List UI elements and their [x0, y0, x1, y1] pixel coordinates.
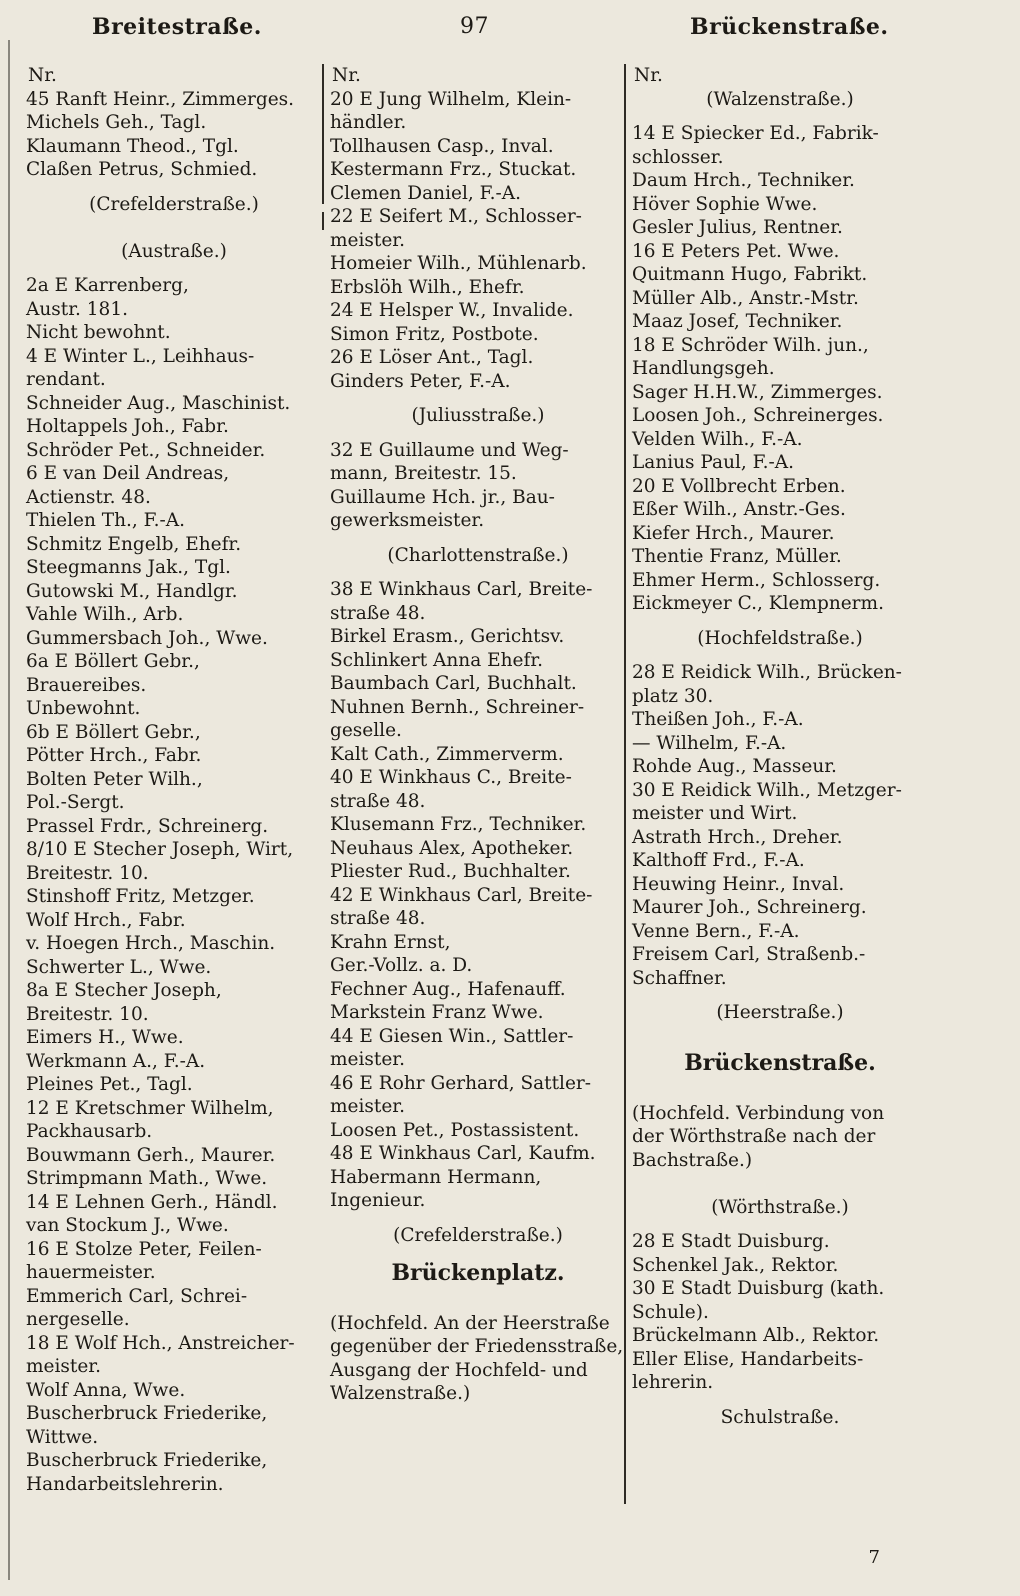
entry-line: 16 E Stolze Peter, Feilen- — [26, 1238, 262, 1260]
entry-line: Freisem Carl, Straßenb.- — [632, 944, 866, 965]
spacer — [632, 1172, 928, 1196]
entry-line: Kestermann Frz., Stuckat. — [330, 159, 577, 180]
entry-line: Markstein Franz Wwe. — [330, 1002, 544, 1023]
entry-line: 2a E Karrenberg, — [26, 275, 189, 296]
entry-line: Kalthoff Frd., F.-A. — [632, 850, 805, 871]
entry-line: Baumbach Carl, Buchhalt. — [330, 673, 577, 694]
entry-line: Erbslöh Wilh., Ehefr. — [330, 276, 525, 298]
entry-line: meister und Wirt. — [632, 803, 798, 824]
entry-line: Gesler Julius, Rentner. — [632, 217, 843, 238]
entry-line: Vahle Wilh., Arb. — [26, 604, 184, 625]
entry-line: Rohde Aug., Masseur. — [632, 756, 837, 777]
entry-line: Neuhaus Alex, Apotheker. — [330, 837, 574, 859]
column-rule — [322, 212, 324, 230]
entry-line: Wolf Anna, Wwe. — [26, 1379, 186, 1401]
entry-line: Loosen Pet., Postassistent. — [330, 1119, 580, 1141]
entry-line: 28 E Stadt Duisburg. — [632, 1231, 830, 1252]
entry-line: Daum Hrch., Techniker. — [632, 170, 855, 191]
entry-line: Bolten Peter Wilh., — [26, 768, 203, 790]
entry-line: Nuhnen Bernh., Schreiner- — [330, 696, 585, 718]
entry-line: Schneider Aug., Maschinist. — [26, 392, 291, 414]
entry-line: 30 E Stadt Duisburg (kath. — [632, 1278, 885, 1299]
entry-line: Nicht bewohnt. — [26, 322, 171, 343]
entry-line: Packhausarb. — [26, 1121, 153, 1142]
entry-line: hauermeister. — [26, 1262, 156, 1283]
entry-line: Kalt Cath., Zimmerverm. — [330, 743, 564, 765]
entry-line: platz 30. — [632, 685, 714, 707]
entry-line: Schlinkert Anna Ehefr. — [330, 649, 544, 671]
spacer — [330, 393, 626, 404]
street-heading: (Walzenstraße.) — [706, 88, 854, 110]
section-title: Brückenplatz. — [391, 1260, 565, 1286]
entry-line: (Hochfeld. Verbindung von — [632, 1102, 885, 1124]
entry-line: gegenüber der Friedensstraße, — [330, 1336, 624, 1357]
entry-line: Ger.-Vollz. a. D. — [330, 955, 473, 976]
entry-line: 45 Ranft Heinr., Zimmerges. — [26, 88, 295, 110]
spacer — [330, 1213, 626, 1224]
entry-line: 38 E Winkhaus Carl, Breite- — [330, 579, 593, 600]
page-edge-rule — [8, 40, 10, 1580]
entry-line: Maaz Josef, Techniker. — [632, 311, 843, 332]
running-head-right: Brückenstraße. — [690, 14, 889, 40]
entry-line: Thielen Th., F.-A. — [26, 510, 186, 531]
entry-line: Ausgang der Hochfeld- und — [330, 1359, 588, 1381]
entry-line: Clemen Daniel, F.-A. — [330, 182, 521, 204]
entry-line: 26 E Löser Ant., Tagl. — [330, 347, 534, 368]
entry-line: Homeier Wilh., Mühlenarb. — [330, 253, 587, 274]
entry-line: 6b E Böllert Gebr., — [26, 721, 201, 743]
entry-line: Fechner Aug., Hafenauff. — [330, 978, 566, 1000]
spacer — [330, 1247, 626, 1258]
entry-line: Buscherbruck Friederike, — [26, 1403, 268, 1424]
entry-line: — Wilhelm, F.-A. — [632, 732, 787, 754]
entry-line: Steegmanns Jak., Tgl. — [26, 557, 231, 578]
column-right — [632, 64, 928, 1429]
entry-line: 22 E Seifert M., Schlosser- — [330, 206, 582, 227]
entry-line: 20 E Jung Wilhelm, Klein- — [330, 88, 572, 110]
entry-line: 40 E Winkhaus C., Breite- — [330, 767, 572, 788]
folio-number: 7 — [868, 1547, 880, 1568]
entry-line: Kiefer Hrch., Maurer. — [632, 522, 835, 544]
entry-line: Lanius Paul, F.-A. — [632, 452, 795, 473]
entry-line: Austr. 181. — [26, 298, 128, 320]
entry-line: van Stockum J., Wwe. — [26, 1215, 229, 1236]
spacer — [632, 1078, 928, 1102]
entry-line: Eller Elise, Handarbeits- — [632, 1348, 864, 1370]
entry-line: meister. — [26, 1356, 101, 1377]
entry-line: Wolf Hrch., Fabr. — [26, 909, 186, 931]
spacer — [26, 182, 322, 193]
column-rule — [322, 64, 324, 204]
entry-line: 44 E Giesen Win., Sattler- — [330, 1025, 574, 1047]
entry-line: Loosen Joh., Schreinerges. — [632, 405, 884, 426]
entry-line: gewerksmeister. — [330, 510, 485, 531]
entry-line: 16 E Peters Pet. Wwe. — [632, 240, 840, 262]
entry-line: 46 E Rohr Gerhard, Sattler- — [330, 1072, 592, 1094]
entry-line: Klaumann Theod., Tgl. — [26, 135, 239, 157]
entry-line: meister. — [330, 229, 405, 251]
spacer — [330, 428, 626, 439]
entry-line: Holtappels Joh., Fabr. — [26, 416, 229, 437]
entry-line: Ehmer Herm., Schlosserg. — [632, 569, 881, 591]
entry-line: Eickmeyer C., Klempnerm. — [632, 593, 884, 614]
entry-line: Maurer Joh., Schreinerg. — [632, 897, 867, 918]
entry-line: Tollhausen Casp., Inval. — [330, 135, 554, 157]
entry-line: Eßer Wilh., Anstr.-Ges. — [632, 499, 846, 520]
entry-line: Pol.-Sergt. — [26, 792, 125, 813]
entry-line: Klusemann Frz., Techniker. — [330, 814, 587, 835]
entry-line: 48 E Winkhaus Carl, Kaufm. — [330, 1143, 596, 1164]
street-heading: (Heerstraße.) — [716, 1002, 844, 1023]
entry-line: 6a E Böllert Gebr., — [26, 651, 200, 672]
spacer — [26, 216, 322, 240]
entry-line: Schmitz Engelb, Ehefr. — [26, 533, 242, 555]
entry-line: 20 E Vollbrecht Erben. — [632, 475, 846, 497]
entry-line: lehrerin. — [632, 1372, 714, 1393]
entry-line: Ginders Peter, F.-A. — [330, 370, 511, 392]
entry-line: Prassel Frdr., Schreinerg. — [26, 815, 269, 837]
spacer — [632, 1025, 928, 1049]
entry-line: Nr. — [634, 65, 663, 86]
entry-line: Wittwe. — [26, 1426, 99, 1448]
entry-line: rendant. — [26, 369, 106, 390]
entry-line: Pliester Rud., Buchhalter. — [330, 861, 571, 882]
entry-line: Thentie Franz, Müller. — [632, 546, 842, 567]
spacer — [632, 1395, 928, 1406]
spacer — [330, 1288, 626, 1312]
entry-line: 4 E Winter L., Leihhaus- — [26, 345, 255, 367]
entry-line: 8a E Stecher Joseph, — [26, 980, 222, 1001]
column-middle — [330, 64, 626, 1406]
street-heading: (Juliusstraße.) — [411, 405, 545, 426]
entry-line: 24 E Helsper W., Invalide. — [330, 300, 574, 321]
running-head-left: Breitestraße. — [92, 14, 262, 40]
entry-line: Emmerich Carl, Schrei- — [26, 1285, 248, 1307]
entry-line: schlosser. — [632, 146, 724, 168]
entry-line: Pötter Hrch., Fabr. — [26, 745, 202, 766]
street-heading: (Crefelderstraße.) — [393, 1224, 563, 1246]
entry-line: Breitestr. 10. — [26, 862, 149, 884]
street-heading: (Hochfeldstraße.) — [697, 627, 863, 649]
entry-line: 14 E Lehnen Gerh., Händl. — [26, 1191, 278, 1213]
entry-line: nergeselle. — [26, 1309, 130, 1330]
entry-line: Krahn Ernst, — [330, 931, 451, 953]
spacer — [632, 1219, 928, 1230]
street-heading: (Crefelderstraße.) — [89, 193, 259, 215]
entry-line: Eimers H., Wwe. — [26, 1027, 184, 1048]
spacer — [330, 533, 626, 544]
entry-line: Strimpmann Math., Wwe. — [26, 1168, 268, 1189]
page-number: 97 — [460, 14, 489, 39]
entry-line: 28 E Reidick Wilh., Brücken- — [632, 662, 902, 683]
entry-line: 8/10 E Stecher Joseph, Wirt, — [26, 839, 294, 860]
spacer — [632, 616, 928, 627]
entry-line: Ingenieur. — [330, 1190, 426, 1211]
entry-line: Actienstr. 48. — [26, 486, 151, 508]
entry-line: Gutowski M., Handlgr. — [26, 580, 238, 602]
entry-line: mann, Breitestr. 15. — [330, 463, 517, 484]
entry-line: Quitmann Hugo, Fabrikt. — [632, 264, 868, 285]
entry-line: 42 E Winkhaus Carl, Breite- — [330, 884, 593, 906]
entry-line: Buscherbruck Friederike, — [26, 1450, 268, 1471]
entry-line: Schenkel Jak., Rektor. — [632, 1254, 839, 1276]
entry-line: Nr. — [332, 65, 361, 86]
entry-line: Unbewohnt. — [26, 698, 141, 719]
entry-line: 18 E Schröder Wilh. jun., — [632, 334, 869, 356]
entry-line: Stinshoff Fritz, Metzger. — [26, 886, 255, 907]
entry-line: Handarbeitslehrerin. — [26, 1473, 224, 1495]
section-title: Brückenstraße. — [684, 1050, 876, 1076]
entry-line: (Hochfeld. An der Heerstraße — [330, 1312, 610, 1334]
entry-line: 30 E Reidick Wilh., Metzger- — [632, 779, 902, 801]
column-left — [26, 64, 322, 1496]
entry-line: straße 48. — [330, 908, 426, 929]
entry-line: Guillaume Hch. jr., Bau- — [330, 486, 555, 508]
entry-line: Walzenstraße.) — [330, 1383, 471, 1404]
entry-line: Müller Alb., Anstr.-Mstr. — [632, 287, 859, 309]
entry-line: 12 E Kretschmer Wilhelm, — [26, 1097, 274, 1119]
entry-line: straße 48. — [330, 790, 426, 812]
entry-line: 14 E Spiecker Ed., Fabrik- — [632, 123, 879, 144]
entry-line: Schaffner. — [632, 967, 727, 989]
entry-line: Bouwmann Gerh., Maurer. — [26, 1144, 276, 1166]
street-heading: (Austraße.) — [121, 240, 227, 262]
entry-line: händler. — [330, 112, 407, 133]
entry-line: Nr. — [28, 65, 57, 86]
entry-line: Handlungsgeh. — [632, 358, 775, 379]
entry-line: Sager H.H.W., Zimmerges. — [632, 381, 883, 403]
entry-line: der Wörthstraße nach der — [632, 1126, 876, 1147]
entry-line: Brauereibes. — [26, 674, 147, 696]
entry-line: Claßen Petrus, Schmied. — [26, 159, 258, 180]
entry-line: Schwerter L., Wwe. — [26, 956, 212, 978]
spacer — [632, 111, 928, 122]
entry-line: v. Hoegen Hrch., Maschin. — [26, 933, 276, 954]
entry-line: Schule). — [632, 1301, 709, 1323]
entry-line: Schröder Pet., Schneider. — [26, 439, 266, 461]
entry-line: Breitestr. 10. — [26, 1003, 149, 1025]
entry-line: Simon Fritz, Postbote. — [330, 323, 539, 345]
entry-line: 6 E van Deil Andreas, — [26, 463, 230, 484]
spacer — [632, 650, 928, 661]
entry-line: Höver Sophie Wwe. — [632, 193, 818, 215]
entry-line: Pleines Pet., Tagl. — [26, 1074, 193, 1095]
entry-line: Gummersbach Joh., Wwe. — [26, 627, 268, 649]
entry-line: 32 E Guillaume und Weg- — [330, 439, 569, 461]
entry-line: Astrath Hrch., Dreher. — [632, 826, 843, 848]
street-heading: Schulstraße. — [720, 1406, 840, 1428]
spacer — [26, 263, 322, 274]
entry-line: Velden Wilh., F.-A. — [632, 428, 803, 450]
spacer — [330, 567, 626, 578]
entry-line: Theißen Joh., F.-A. — [632, 709, 804, 730]
spacer — [632, 990, 928, 1001]
entry-line: meister. — [330, 1096, 405, 1117]
entry-line: straße 48. — [330, 602, 426, 624]
entry-line: Heuwing Heinr., Inval. — [632, 873, 845, 895]
entry-line: meister. — [330, 1049, 405, 1070]
entry-line: Venne Bern., F.-A. — [632, 920, 800, 942]
street-heading: (Wörthstraße.) — [711, 1196, 849, 1218]
entry-line: Michels Geh., Tagl. — [26, 112, 207, 133]
entry-line: Habermann Hermann, — [330, 1166, 542, 1188]
entry-line: Brückelmann Alb., Rektor. — [632, 1325, 880, 1346]
entry-line: Werkmann A., F.-A. — [26, 1050, 206, 1072]
entry-line: geselle. — [330, 720, 402, 741]
entry-line: Bachstraße.) — [632, 1149, 753, 1171]
entry-line: Birkel Erasm., Gerichtsv. — [330, 626, 565, 647]
street-heading: (Charlottenstraße.) — [387, 544, 569, 566]
entry-line: 18 E Wolf Hch., Anstreicher- — [26, 1332, 295, 1354]
